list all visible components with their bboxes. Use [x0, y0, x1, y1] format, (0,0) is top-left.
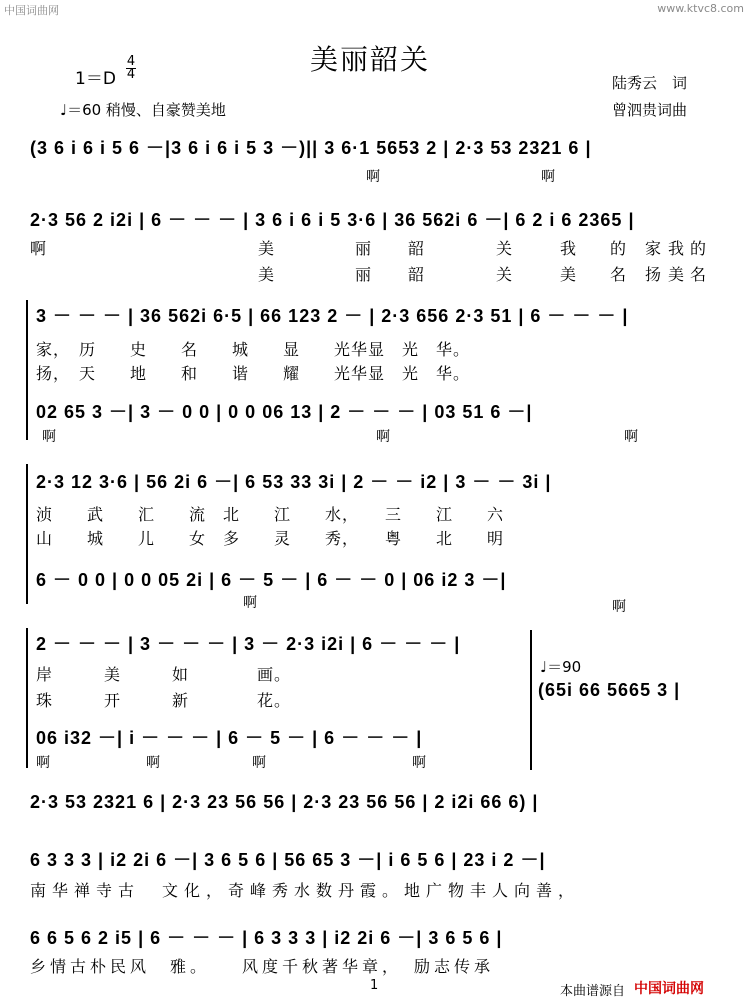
lyric-v1-guan: 关 — [496, 239, 514, 258]
lyric-ah: 啊 — [366, 169, 380, 185]
notation-line-3: 3 － － － | 36 562i 6·5 | 66 123 2 － | 2·3 656 2·3 51 | 6 － － － | — [36, 306, 629, 326]
lyric-verse-1: 浈 武 汇 流 北 江 水， 三 江 六 — [36, 505, 505, 524]
lyric-line-8: 乡情古朴民风 雅。 风度千秋著华章， 励志传承 — [30, 957, 495, 976]
lyric-line-7: 南华禅寺古 文化，奇峰秀水数丹霞。地广物丰人向善， — [30, 881, 581, 900]
lyric-v1-wo2: 我 — [668, 239, 686, 258]
system-bracket — [26, 464, 28, 604]
system-bracket — [26, 628, 28, 768]
lower-lyric-ah: 啊 — [146, 755, 160, 771]
lyric-v2-guan: 关 — [496, 265, 514, 284]
lower-part-line-4: 6 － 0 0 | 0 0 05 2i | 6 － 5 － | 6 － － 0 | 06 i2 3 －| — [36, 570, 507, 590]
song-title: 美丽韶关 — [310, 43, 431, 76]
lyric-v1-de: 的 — [610, 239, 628, 258]
page-number: 1 — [370, 978, 379, 993]
lyric-verse-2: 珠 开 新 花。 — [36, 691, 292, 710]
meter-bottom: 4 — [126, 67, 136, 82]
lower-lyric-ah: 啊 — [243, 595, 257, 611]
key-signature: 1＝D — [75, 69, 116, 89]
system-bracket — [26, 300, 28, 440]
source-label: 本曲谱源自 — [560, 984, 626, 999]
lower-part-line-5: 06 i32 －| i － － － | 6 － 5 － | 6 － － － | — [36, 728, 423, 748]
notation-line-4: 2·3 12 3·6 | 56 2i 6 －| 6 53 33 3i | 2 － － i2 | 3 － － 3i | — [36, 472, 552, 492]
lyric-v1-mei: 美 — [258, 239, 276, 258]
interlude-notes: (65i 66 5665 3 | — [538, 680, 681, 700]
lyric-v1-wo: 我 — [560, 239, 578, 258]
lyric-verse-1: 家， 历 史 名 城 显 光华显 光 华。 — [36, 340, 471, 359]
lower-part-line-3: 02 65 3 －| 3 － 0 0 | 0 0 06 13 | 2 － － － | 03 51 6 －| — [36, 402, 533, 422]
lyric-verse-2: 扬， 天 地 和 谐 耀 光华显 光 华。 — [36, 364, 471, 383]
watermark-left: 中国词曲网 — [4, 4, 59, 17]
lyric-v2-yang: 扬 — [645, 265, 663, 284]
lower-lyric-ah: 啊 — [624, 429, 638, 445]
lyric-v1-jia: 家 — [645, 239, 663, 258]
lyric-verse-2: 山 城 儿 女 多 灵 秀， 粤 北 明 — [36, 529, 505, 548]
lyric-v2-shao: 韶 — [408, 265, 426, 284]
watermark-right: www.ktvc8.com — [657, 2, 744, 15]
lower-lyric-ah: 啊 — [252, 755, 266, 771]
lyric-v1-li: 丽 — [355, 239, 373, 258]
lower-lyric-ah: 啊 — [612, 599, 626, 615]
notation-line-1: (3 6 i 6 i 5 6 －|3 6 i 6 i 5 3 －)|| 3 6·1 5653 2 | 2·3 53 2321 6 | — [30, 138, 592, 158]
lyric-v2-mei3: 美 — [668, 265, 686, 284]
section-barline — [530, 630, 532, 770]
lyric-v1-de2: 的 — [690, 239, 708, 258]
lower-lyric-ah: 啊 — [42, 429, 56, 445]
time-signature — [126, 56, 136, 81]
composer: 曾泗贵词曲 — [612, 101, 688, 119]
lyric-v1-shao: 韶 — [408, 239, 426, 258]
source-site[interactable]: 中国词曲网 — [634, 981, 704, 997]
lyric-v2-li: 丽 — [355, 265, 373, 284]
lyric-v2-mei2: 美 — [560, 265, 578, 284]
lyricist: 陆秀云 词 — [612, 74, 688, 92]
notation-line-8: 6 6 5 6 2 i5 | 6 － － － | 6 3 3 3 | i2 2i 6 －| 3 6 5 6 | — [30, 928, 503, 948]
lyric-verse-1: 岸 美 如 画。 — [36, 665, 292, 684]
notation-line-5: 2 － － － | 3 － － － | 3 － 2·3 i2i | 6 － － － | — [36, 634, 461, 654]
lower-lyric-ah: 啊 — [36, 755, 50, 771]
lyric-v2-mei: 美 — [258, 265, 276, 284]
lyric-v2-ming2: 名 — [690, 265, 708, 284]
lower-lyric-ah: 啊 — [412, 755, 426, 771]
tempo-marking: ♩＝60 稍慢、自豪赞美地 — [60, 101, 226, 119]
lower-lyric-ah: 啊 — [376, 429, 390, 445]
notation-line-2: 2·3 56 2 i2i | 6 － － － | 3 6 i 6 i 5 3·6 | 36 562i 6 －| 6 2 i 6 2365 | — [30, 210, 635, 230]
notation-line-6: 2·3 53 2321 6 | 2·3 23 56 56 | 2·3 23 56 56 | 2 i2i 66 6) | — [30, 792, 539, 812]
lyric-v2-ming: 名 — [610, 265, 628, 284]
meter-top: 4 — [126, 54, 136, 69]
lyric-ah: 啊 — [30, 239, 48, 258]
tempo-marking-2: ♩＝90 — [540, 658, 582, 676]
lyric-ah: 啊 — [541, 169, 555, 185]
notation-line-7: 6 3 3 3 | i2 2i 6 －| 3 6 5 6 | 56 65 3 －| i 6 5 6 | 23 i 2 －| — [30, 850, 546, 870]
